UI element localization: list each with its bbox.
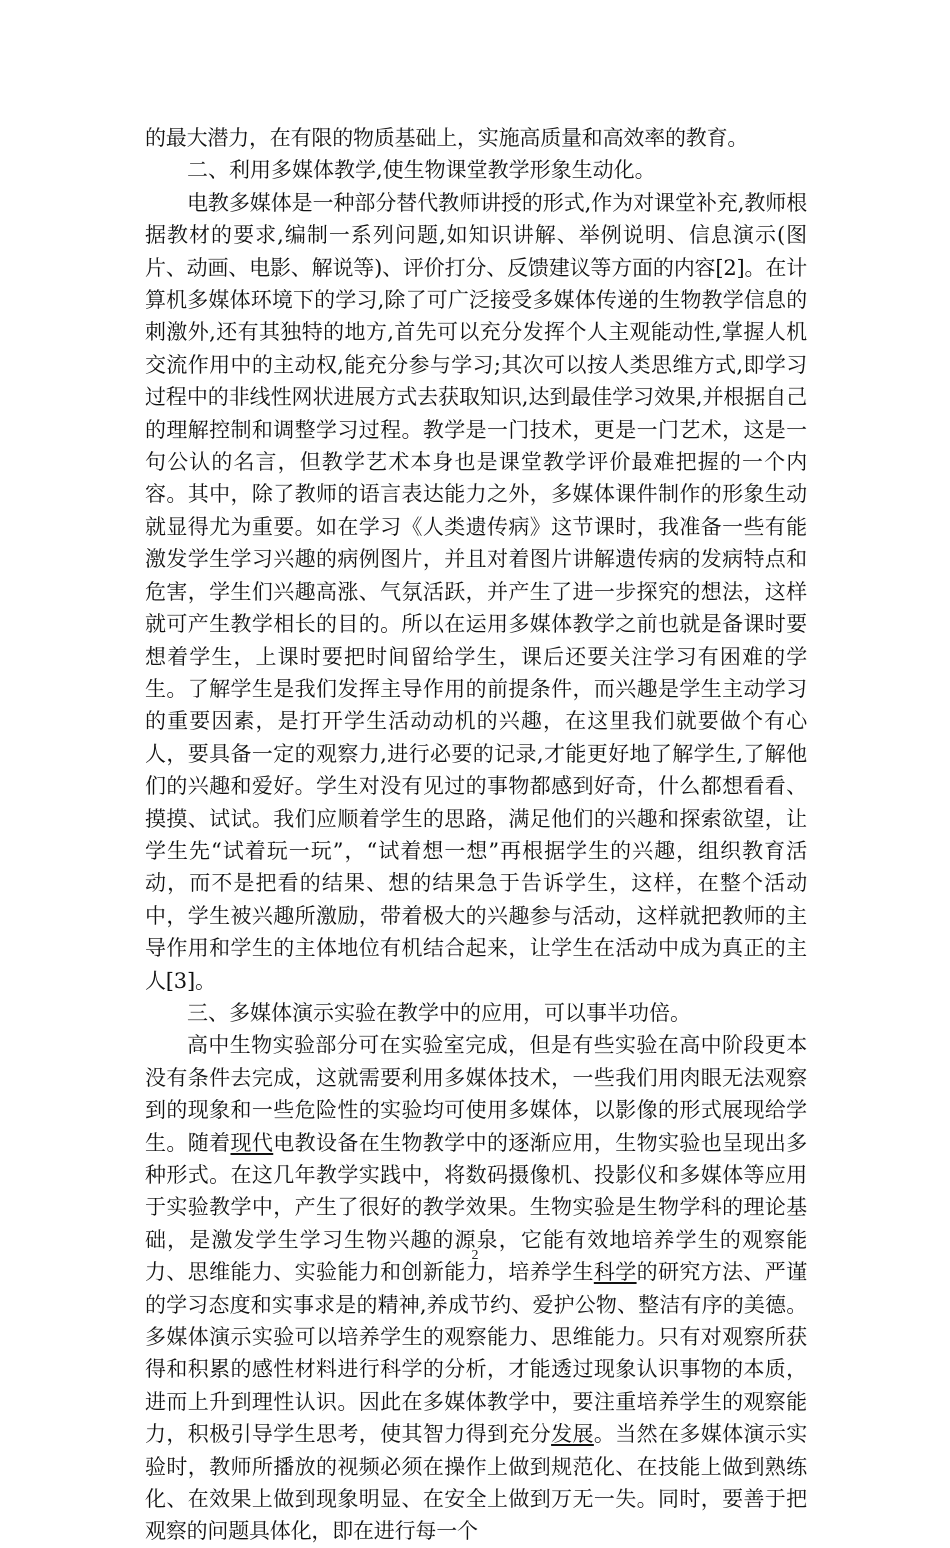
- page-number: 2: [471, 1248, 479, 1263]
- section-heading-3: 三、多媒体演示实验在教学中的应用，可以事半功倍。: [187, 1000, 691, 1025]
- paragraph-intro-continuation: 的最大潜力，在有限的物质基础上，实施高质量和高效率的教育。: [145, 126, 749, 150]
- document-body: [145, 122, 807, 1548]
- paragraph-section-2: 电教多媒体是一种部分替代教师讲授的形式,作为对课堂补充,教师根据教材的要求,编制一系列问题,如知识讲解、举例说明、信息演示(图片、动画、电影、解说等)、评价打分、反馈建议等方面的内容[2]。在计算机多媒体环境下的学习,除了可广泛接受多媒体传递的生物教学信息的刺激外,还有其独特的地方,首先可以充分发挥个人主观能动性,掌握人机交流作用中的主动权,能充分参与学习;其次可以按人类思维方式,即学习过程中的非线性网状进展方式去获取知识,达到最佳学习效果,并根据自己的理解控制和调整学习过程。教学是一门技术，更是一门艺术，这是一句公认的名言，但教学艺术本身也是课堂教学评价最难把握的一个内容。其中，除了教师的语言表达能力之外，多媒体课件制作的形象生动就显得尤为重要。如在学习《人类遗传病》这节课时，我准备一些有能激发学生学习兴趣的病例图片，并且对着图片讲解遗传病的发病特点和危害，学生们兴趣高涨、气氛活跃，并产生了进一步探究的想法，这样就可产生教学相长的目的。所以在运用多媒体教学之前也就是备课时要想着学生，上课时要把时间留给学生，课后还要关注学习有困难的学生。了解学生是我们发挥主导作用的前提条件，而兴趣是学生主动学习的重要因素，是打开学生活动动机的兴趣，在这里我们就要做个有心人，要具备一定的观察力,进行必要的记录,才能更好地了解学生,了解他们的兴趣和爱好。学生对没有见过的事物都感到好奇，什么都想看看、摸摸、试试。我们应顺着学生的思路，满足他们的兴趣和探索欲望，让学生先“试着玩一玩”，“试着想一想”再根据学生的兴趣，组织教育活动，而不是把看的结果、想的结果急于告诉学生，这样，在整个活动中，学生被兴趣所激励，带着极大的兴趣参与活动，这样就把教师的主导作用和学生的主体地位有机结合起来，让学生在活动中成为真正的主人[3]。: [145, 190, 807, 993]
- paragraph-section-3-part-a: 高中生物实验部分可在实验室完成，但是有些实验在高中阶段更本没有条件去完成，这就需要利用多媒体技术，一些我们用肉眼无法观察到的现象和一些危险性的实验均可使用多媒体，以影像的形式展现给学生。随着: [145, 1033, 807, 1155]
- paragraph-section-3: [145, 1029, 807, 1548]
- paragraph-section-3-part-b: 电教设备在生物教学中的逐渐应用，生物实验也呈现出多种形式。在这几年教学实践中，将数码摄像机、投影仪和多媒体等应用于实验教学中，产生了很好的教学效果。生物实验是生物学科的理论基础，是激发学生学习生物兴趣的源泉，它能有效地培养学生的观察能力、思维能力、实验能力和创新能力，培养学生: [145, 1130, 807, 1285]
- link-fazhan[interactable]: 发展: [551, 1422, 594, 1447]
- link-xiandai[interactable]: 现代: [230, 1130, 274, 1155]
- link-kexue[interactable]: 科学: [593, 1260, 637, 1285]
- paragraph-section-3-part-c: 的研究方法、严谨的学习态度和实事求是的精神,养成节约、爱护公物、整洁有序的美德。多媒体演示实验可以培养学生的观察能力、思维能力。只有对观察所获得和积累的感性材料进行科学的分析，才能透过现象认识事物的本质，进而上升到理性认识。因此在多媒体教学中，要注重培养学生的观察能力，积极引导学生思考，使其智力得到充分: [145, 1260, 807, 1447]
- section-heading-2: 二、利用多媒体教学,使生物课堂教学形象生动化。: [187, 158, 656, 183]
- paragraph-section-3-part-d: 。当然在多媒体演示实验时，教师所播放的视频必须在操作上做到规范化、在技能上做到熟练化、在效果上做到现象明显、在安全上做到万无一失。同时，要善于把观察的问题具体化，即在进行每一个: [145, 1422, 807, 1544]
